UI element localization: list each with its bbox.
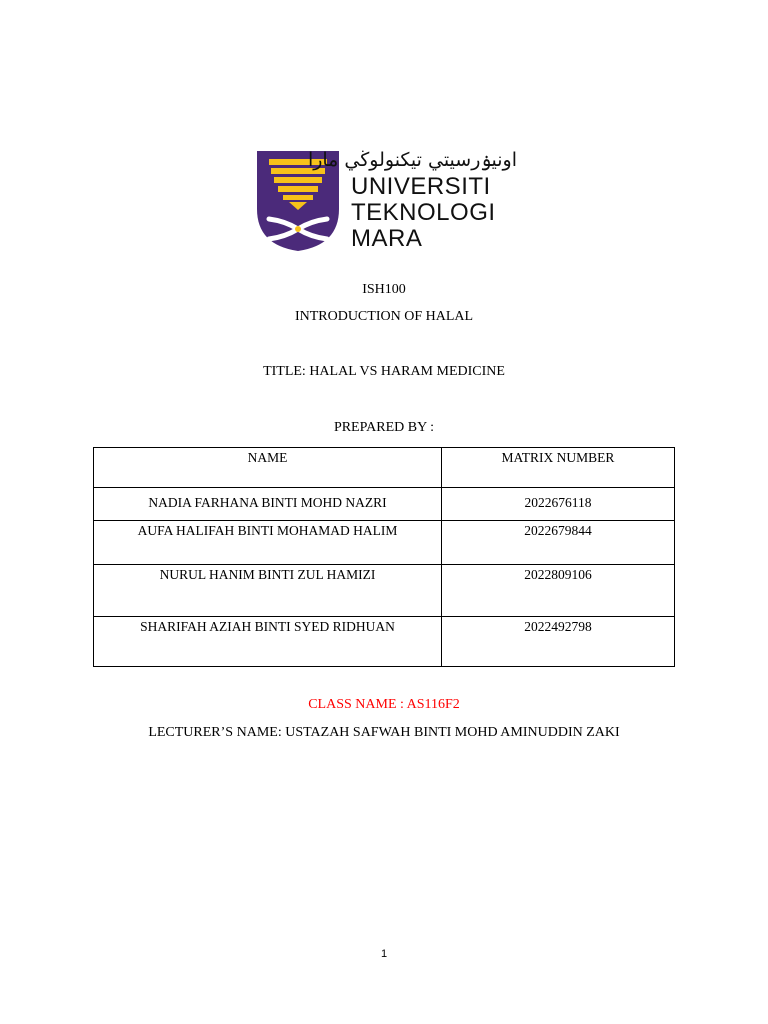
logo-line-mara: MARA [351,225,423,252]
header-name: NAME [94,448,442,488]
page-number: 1 [380,948,388,960]
uitm-logo [255,149,517,253]
logo-line-universiti: UNIVERSITI [351,173,491,200]
header-matrix-number: MATRIX NUMBER [442,448,675,488]
table-row [94,488,675,521]
course-code: ISH100 [362,282,406,297]
logo-arabic-text: اونيۏرسيتي تيكنولوڬي مارا [307,149,517,171]
document-title: TITLE: HALAL VS HARAM MEDICINE [263,364,505,379]
prepared-by-label: PREPARED BY : [333,420,435,435]
member-matrix-number: 2022676118 [442,488,675,521]
members-table [93,447,675,667]
member-name: NURUL HANIM BINTI ZUL HAMIZI [94,565,442,617]
table-row [94,617,675,667]
logo-wordmark [351,175,496,253]
member-name: NADIA FARHANA BINTI MOHD NAZRI [94,488,442,521]
table-header-row [94,448,675,488]
member-name: AUFA HALIFAH BINTI MOHAMAD HALIM [94,521,442,565]
member-name: SHARIFAH AZIAH BINTI SYED RIDHUAN [94,617,442,667]
member-matrix-number: 2022492798 [442,617,675,667]
lecturer-name: LECTURER’S NAME: USTAZAH SAFWAH BINTI MOHD AMINUDDIN ZAKI [148,725,620,740]
member-matrix-number: 2022679844 [442,521,675,565]
member-matrix-number: 2022809106 [442,565,675,617]
logo-line-teknologi: TEKNOLOGI [351,199,496,226]
table-row [94,565,675,617]
course-name: INTRODUCTION OF HALAL [294,309,474,324]
class-name: CLASS NAME : AS116F2 [308,697,460,712]
table-row [94,521,675,565]
